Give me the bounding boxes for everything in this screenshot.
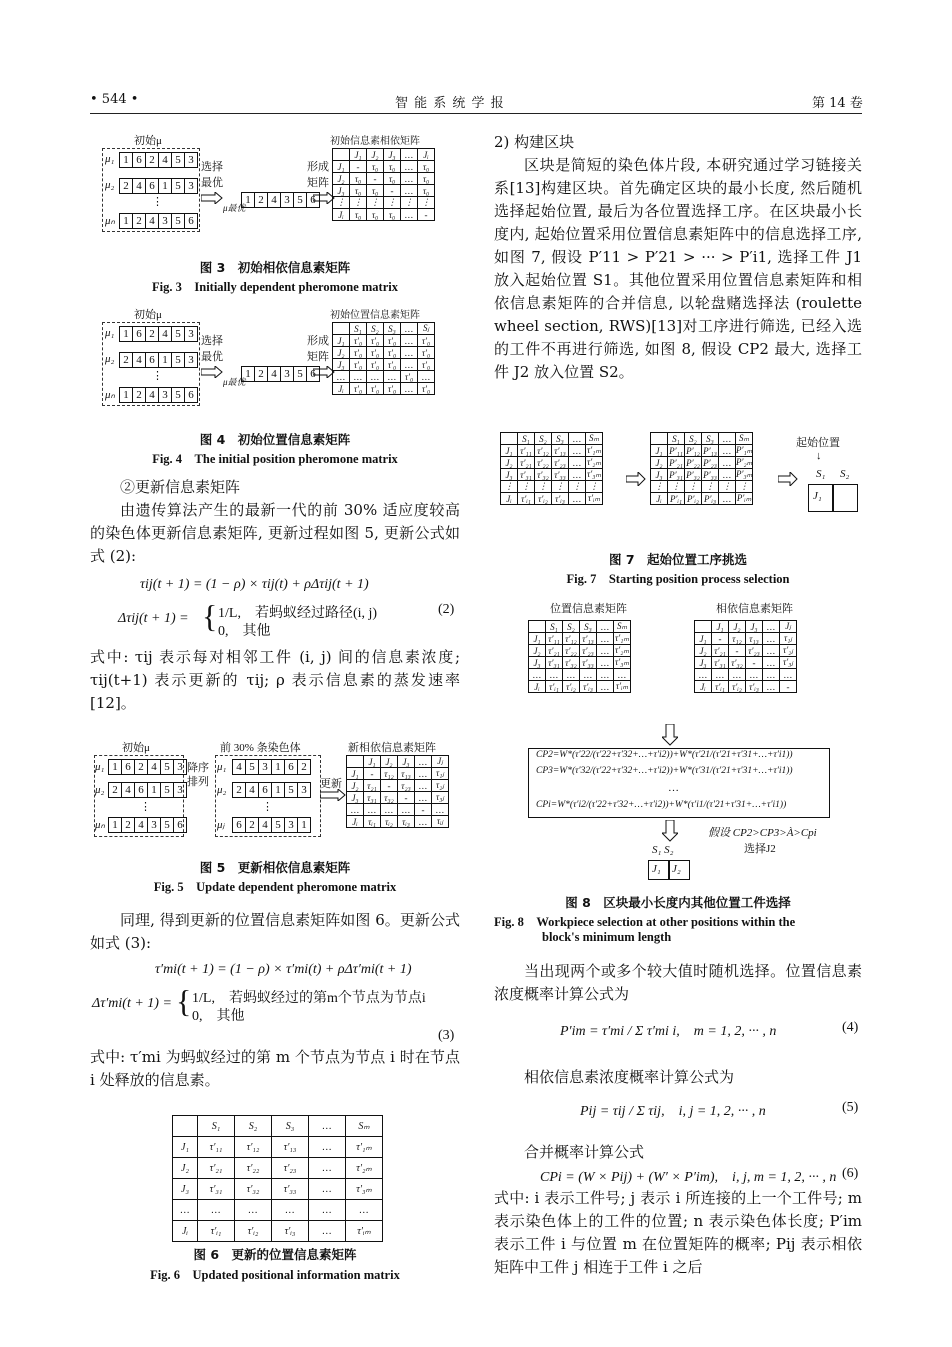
sequence-cell: 5 bbox=[294, 193, 307, 208]
header-rule bbox=[90, 113, 862, 114]
sequence-cell: 2 bbox=[122, 818, 135, 833]
fig6-caption-cn: 图 6 更新的位置信息素矩阵 bbox=[193, 1247, 357, 1262]
fig6-matrix: S₁ S₂ S₃ … Sₘ J₁ τ′₁₁ τ′₁₂ τ′₁₃ … τ′₁ₘ J₂ τ′₂₁ τ′₂₂ τ′₂₃ … τ′₂ₘ J₃ τ′₃₁ τ′₃₂ τ′₃₃ … τ′₃ₘ … … … … … … Jᵢ τ′ᵢ₁ τ′ᵢ₂ τ′ᵢ₃ … τ′ᵢₘ bbox=[172, 1115, 383, 1242]
eq3-number: (3) bbox=[438, 1028, 455, 1043]
sequence-cell: 3 bbox=[185, 353, 198, 368]
sequence-cell: 6 bbox=[259, 783, 272, 798]
eq3-line1: τ′mi(t + 1) = (1 − ρ) × τ′mi(t) + ρΔτ′mi(t + 1) bbox=[155, 962, 412, 977]
sequence-cell: 6 bbox=[185, 214, 198, 229]
sequence-cell: 3 bbox=[159, 388, 172, 403]
fig5-matrix: J₁ J₂ J₃ … Jⱼ J₁ - τ₁₂ τ₁₃ … τ₁ⱼ J₂ τ₂₁ - τ₂₃ … τ₂ⱼ J₃ τ₃₁ τ₃₂ - … τ₃ⱼ … … … … - … Jᵢ τᵢ₁ τᵢ₂ τᵢ₃ … τᵢⱼ bbox=[346, 755, 449, 828]
sequence-cell: 2 bbox=[135, 760, 148, 775]
arrow-icon bbox=[320, 789, 346, 801]
sequence-cell: 2 bbox=[146, 327, 159, 342]
fig3-init-mu-label: 初始μ bbox=[134, 135, 162, 147]
sequence-cell: 6 bbox=[307, 367, 320, 382]
sequence-cell: 5 bbox=[172, 153, 185, 168]
fig3: 初始μ 初始信息素相依矩阵 μ₁ μ₂ ⋮ μₙ 1 6 2 4 5 3 2 4 6 1 5 3 1 2 4 3 5 6 选择 最优 μ最优 1 2 4 3 5 6 形成 矩阵 J₁ J₂ J₃ … Jᵢ J₁ - τ₀ τ₀ … τ₀ J₂ τ₀ - τ₀ … τ₀ J₃ τ₀ τ₀ - … τ₀ ⋮ ⋮ ⋮ ⋮ ⋮ ⋮ Jᵢ τ₀ τ₀ τ₀ … - bbox=[100, 128, 460, 248]
fig4-seq-n bbox=[119, 387, 198, 403]
sequence-cell: 3 bbox=[298, 783, 311, 798]
sequence-cell: 2 bbox=[255, 367, 268, 382]
fig3-caption-en: Fig. 3 Initially dependent pheromone matrix bbox=[152, 280, 398, 294]
eq2-lhs: Δτij(t + 1) = bbox=[118, 611, 189, 626]
fig8: 位置信息素矩阵 相依信息素矩阵 S₁ S₂ S₃ … Sₘ J₁ τ′₁₁ τ′₁₂ τ′₁₃ … τ′₁ₘ J₂ τ′₂₁ τ′₂₂ τ′₂₃ … τ′₂ₘ J₃ τ′₃₁ τ′₃₂ τ′₃₃ … τ′₃ₘ … … … … … … Jᵢ τ′ᵢ₁ τ′ᵢ₂ τ′ᵢ₃ … τ′ᵢₘ J₁ J₂ J₃ … Jⱼ J₁ - τ₁₂ τ₁₃ … τ₁ⱼ J₂ τ′₂₁ - τ′₂₃ … τ′₂ⱼ J₃ τ′₃₁ τ′₃₂ - … τ′₃ⱼ … … … … … … Jᵢ τ′ᵢ₁ τ′ᵢ₂ τ′ᵢ₃ … - CP2=W*(τ′22/(τ′22+τ′32+…+τ′i2))+W*(τ′21/(τ′21+τ′31+…+τ′i1)) CP3=W*(τ′32/(τ′22+τ′32+…+τ′i2))+W*(τ′31/(τ′21+τ′31+…+τ′i1)) … CPi=W*(τ′i2/(τ′22+τ′32+…+τ′i2))+W*(τ′i1/(τ′21+τ′31+…+τ′i1)) 假设 CP2>CP3>À>Cpi 选择J2 S₁ S₂ J₁ J₂ bbox=[498, 598, 862, 888]
fig7-matrix-a: S₁ S₂ S₃ … Sₘ J₁ τ′₁₁ τ′₁₂ τ′₁₃ … τ′₁ₘ J₂ τ′₂₁ τ′₂₂ τ′₂₃ … τ′₂ₘ J₃ τ′₃₁ τ′₃₂ τ′₃₃ … τ′₃ₘ ⋮ ⋮ ⋮ ⋮ ⋮ ⋮ Jᵢ τ′ᵢ₁ τ′ᵢ₂ τ′ᵢ₃ … τ′ᵢₘ bbox=[500, 432, 603, 505]
eq6: CPi = (W × Pij) + (W′ × P′im), i, j, m = 1, 2, ··· , n bbox=[540, 1170, 837, 1185]
sequence-cell: 2 bbox=[146, 153, 159, 168]
right-para5: 式中: i 表示工件号; j 表示 i 所连接的上一个工件号; m 表示染色体上的工件的位置; n 表示染色体长度; P′im 表示工件 i 与位置 m 在位置矩阵的概率; Pij 表示相依矩阵中工件 j 相连于工件 i 之后 bbox=[494, 1189, 862, 1276]
fig5-top-seq-2 bbox=[232, 782, 311, 798]
sequence-cell: 1 bbox=[242, 367, 255, 382]
eq2-case2: 0, 其他 bbox=[218, 624, 271, 639]
eq5-number: (5) bbox=[842, 1100, 859, 1115]
sequence-cell: 6 bbox=[185, 388, 198, 403]
eq3-case2: 0, 其他 bbox=[192, 1009, 245, 1024]
sequence-cell: 5 bbox=[172, 179, 185, 194]
eq4-number: (4) bbox=[842, 1020, 859, 1035]
fig3-seq-1 bbox=[119, 152, 198, 168]
sequence-cell: 3 bbox=[185, 179, 198, 194]
sequence-cell: 2 bbox=[233, 783, 246, 798]
fig3-matrix: J₁ J₂ J₃ … Jᵢ J₁ - τ₀ τ₀ … τ₀ J₂ τ₀ - τ₀ … τ₀ J₃ τ₀ τ₀ - … τ₀ ⋮ ⋮ ⋮ ⋮ ⋮ ⋮ Jᵢ τ₀ τ₀ τ₀ … - bbox=[332, 148, 435, 221]
sequence-cell: 3 bbox=[281, 367, 294, 382]
fig7-matrix-b: S₁ S₂ S₃ … Sₘ J₁ P′₁₁ P′₁₂ P′₁₃ … P′₁ₘ J₂ P′₂₁ P′₂₂ P′₂₃ … P′₂ₘ J₃ P′₃₁ P′₃₂ P′₃₃ … P′₃ₘ ⋮ ⋮ ⋮ ⋮ ⋮ ⋮ Jᵢ P′ᵢ₁ P′ᵢ₂ P′ᵢ₃ … P′ᵢₘ bbox=[650, 432, 753, 505]
sequence-cell: 4 bbox=[159, 153, 172, 168]
volume-label: 第 14 卷 bbox=[812, 96, 863, 111]
fig3-seq-best bbox=[241, 192, 320, 208]
fig7-caption-en: Fig. 7 Starting position process selection bbox=[566, 572, 790, 586]
sequence-cell: 4 bbox=[122, 783, 135, 798]
fig5-seq-2 bbox=[108, 782, 187, 798]
right-heading: 2) 构建区块 bbox=[494, 133, 575, 151]
sequence-cell: 6 bbox=[122, 760, 135, 775]
eq3-lhs: Δτ′mi(t + 1) = bbox=[92, 996, 172, 1011]
fig5-top-seq-1: 4 5 3 1 6 2 bbox=[232, 759, 311, 775]
journal-name: 智 能 系 统 学 报 bbox=[395, 96, 505, 111]
sequence-cell: 5 bbox=[172, 353, 185, 368]
sequence-cell: 3 bbox=[159, 214, 172, 229]
left-subheading: ②更新信息素矩阵 bbox=[120, 478, 241, 496]
sequence-cell: 3 bbox=[148, 818, 161, 833]
fig8-cp2: CP2=W*(τ′22/(τ′22+τ′32+…+τ′i2))+W*(τ′21/(τ′21+τ′31+…+τ′i1)) bbox=[536, 750, 793, 760]
sequence-cell: 4 bbox=[148, 760, 161, 775]
sequence-cell: 1 bbox=[120, 327, 133, 342]
fig8-cpi: CPi=W*(τ′i2/(τ′22+τ′32+…+τ′i2))+W*(τ′i1/(τ′21+τ′31+…+τ′i1)) bbox=[536, 800, 787, 810]
sequence-cell: 4 bbox=[159, 327, 172, 342]
eq6-number: (6) bbox=[842, 1166, 859, 1181]
arrow-down-icon bbox=[662, 724, 678, 746]
sequence-cell: 5 bbox=[161, 783, 174, 798]
sequence-cell: 3 bbox=[185, 153, 198, 168]
eq2-line1: τij(t + 1) = (1 − ρ) × τij(t) + ρΔτij(t + 1) bbox=[140, 577, 369, 592]
sequence-cell: 1 bbox=[120, 214, 133, 229]
sequence-cell: 1 bbox=[109, 818, 122, 833]
fig4: 初始μ 初始位置信息素矩阵 μ₁ μ₂ ⋮ μₙ 1 6 2 4 5 3 2 4 6 1 5 3 1 2 4 3 5 6 选择 最优 μ最优 1 2 4 3 5 6 形成 矩阵 S₁ S₂ S₃ … Sⱼ J₁ τ′₀ τ′₀ τ′₀ … τ′₀ J₂ τ′₀ τ′₀ τ′₀ … τ′₀ J₃ τ′₀ τ′₀ τ′₀ … τ′₀ … … … … τ′₀ … Jᵢ τ′₀ τ′₀ τ′₀ … τ′₀ bbox=[100, 302, 460, 422]
sequence-cell: 5 bbox=[285, 783, 298, 798]
eq2-case1: 1/L, 若蚂蚁经过路径(i, j) bbox=[218, 606, 378, 621]
fig3-seq-2 bbox=[119, 178, 198, 194]
right-para4: 合并概率计算公式 bbox=[524, 1143, 645, 1161]
sequence-cell: 4 bbox=[246, 783, 259, 798]
sequence-cell: 3 bbox=[174, 783, 187, 798]
fig5-top-seq-j: 6 2 4 5 3 1 bbox=[232, 817, 311, 833]
eq2-number: (2) bbox=[438, 602, 455, 617]
sequence-cell: 6 bbox=[133, 327, 146, 342]
sequence-cell: 4 bbox=[268, 367, 281, 382]
fig4-seq-best bbox=[241, 366, 320, 382]
fig8-caption-cn: 图 8 区块最小长度内其他位置工件选择 bbox=[565, 895, 791, 910]
sequence-cell: 2 bbox=[133, 214, 146, 229]
sequence-cell: 1 bbox=[109, 760, 122, 775]
fig8-pos-matrix: S₁ S₂ S₃ … Sₘ J₁ τ′₁₁ τ′₁₂ τ′₁₃ … τ′₁ₘ J₂ τ′₂₁ τ′₂₂ τ′₂₃ … τ′₂ₘ J₃ τ′₃₁ τ′₃₂ τ′₃₃ … τ′₃ₘ … … … … … … Jᵢ τ′ᵢ₁ τ′ᵢ₂ τ′ᵢ₃ … τ′ᵢₘ bbox=[528, 620, 631, 693]
fig7: S₁ S₂ S₃ … Sₘ J₁ τ′₁₁ τ′₁₂ τ′₁₃ … τ′₁ₘ J₂ τ′₂₁ τ′₂₂ τ′₂₃ … τ′₂ₘ J₃ τ′₃₁ τ′₃₂ τ′₃₃ … τ′₃ₘ ⋮ ⋮ ⋮ ⋮ ⋮ ⋮ Jᵢ τ′ᵢ₁ τ′ᵢ₂ τ′ᵢ₃ … τ′ᵢₘ S₁ S₂ S₃ … Sₘ J₁ P′₁₁ P′₁₂ P′₁₃ … P′₁ₘ J₂ P′₂₁ P′₂₂ P′₂₃ … P′₂ₘ J₃ P′₃₁ P′₃₂ P′₃₃ … P′₃ₘ ⋮ ⋮ ⋮ ⋮ ⋮ ⋮ Jᵢ P′ᵢ₁ P′ᵢ₂ P′ᵢ₃ … P′ᵢₘ 起始位置 ↓ S₁ S₂ J₁ bbox=[498, 432, 862, 542]
sequence-cell: 4 bbox=[133, 353, 146, 368]
fig4-caption-cn: 图 4 初始位置信息素矩阵 bbox=[199, 432, 351, 447]
sequence-cell: 3 bbox=[185, 327, 198, 342]
sequence-cell: 4 bbox=[268, 193, 281, 208]
sequence-cell: 4 bbox=[135, 818, 148, 833]
sequence-cell: 6 bbox=[174, 818, 187, 833]
sequence-cell: 6 bbox=[146, 179, 159, 194]
sequence-cell: 2 bbox=[255, 193, 268, 208]
sequence-cell: 6 bbox=[307, 193, 320, 208]
sequence-cell: 1 bbox=[120, 153, 133, 168]
fig3-caption-cn: 图 3 初始相依信息素矩阵 bbox=[199, 260, 351, 275]
sequence-cell: 1 bbox=[148, 783, 161, 798]
arrow-icon bbox=[778, 472, 798, 486]
sequence-cell: 1 bbox=[242, 193, 255, 208]
sequence-cell: 6 bbox=[135, 783, 148, 798]
fig7-caption-cn: 图 7 起始位置工序挑选 bbox=[608, 552, 748, 567]
fig5-caption-cn: 图 5 更新相依信息素矩阵 bbox=[199, 860, 351, 875]
fig3-matrix-label: 初始信息素相依矩阵 bbox=[330, 136, 420, 147]
sequence-cell: 5 bbox=[172, 214, 185, 229]
sequence-cell: 3 bbox=[281, 193, 294, 208]
right-para3: 相依信息素浓度概率计算公式为 bbox=[524, 1068, 735, 1086]
fig4-seq-1 bbox=[119, 326, 198, 342]
sequence-cell: 1 bbox=[120, 388, 133, 403]
arrow-down-icon bbox=[662, 820, 678, 842]
fig6-caption-en: Fig. 6 Updated positional information matrix bbox=[150, 1268, 400, 1282]
sequence-cell: 2 bbox=[133, 388, 146, 403]
fig5-caption-en: Fig. 5 Update dependent pheromone matrix bbox=[153, 880, 397, 894]
fig5: 初始μ 前 30% 条染色体 新相依信息素矩阵 μ₁ μ₂ ⋮ μₙ 1 6 2 4 5 3 2 4 6 1 5 3 1 2 4 3 5 6 降序 排列 μ₁ μ₂ ⋮ μⱼ 4 5 3 1 6 2 2 4 6 1 5 3 6 2 4 5 3 1 更新 J₁ J₂ J₃ … Jⱼ J₁ - τ₁₂ τ₁₃ … τ₁ⱼ J₂ τ₂₁ - τ₂₃ … τ₂ⱼ J₃ τ₃₁ τ₃₂ - … τ₃ⱼ … … … … - … Jᵢ τᵢ₁ τᵢ₂ τᵢ₃ … τᵢⱼ bbox=[92, 737, 462, 852]
fig8-dep-matrix: J₁ J₂ J₃ … Jⱼ J₁ - τ₁₂ τ₁₃ … τ₁ⱼ J₂ τ′₂₁ - τ′₂₃ … τ′₂ⱼ J₃ τ′₃₁ τ′₃₂ - … τ′₃ⱼ … … … … … … Jᵢ τ′ᵢ₁ τ′ᵢ₂ τ′ᵢ₃ … - bbox=[694, 620, 797, 693]
sequence-cell: 1 bbox=[272, 783, 285, 798]
right-para1: 区块是简短的染色体片段, 本研究通过学习链接关系[13]构建区块。首先确定区块的最小长度, 然后随机选择起始位置, 最后为各位置选择工序。在区块最小长度内, 起始位置采用位置信息素矩阵中的信息选择工序, 如图 7, 假设 P′11 > P′21 > ··· > P′i1, 选择工件 J1 放入起始位置 S1。其他位置采用位置信息素矩阵和相依信息素矩阵的合并信息, 以轮盘赌选择法 (roulette wheel section, RWS)[13]对工序进行筛选, 已经入选的工件不再进行筛选, 如图 8, 假设 CP2 最大, 选择工件 J2 放入位置 S2。 bbox=[494, 156, 862, 381]
arrow-icon bbox=[201, 366, 223, 378]
eq3-case1: 1/L, 若蚂蚁经过的第m个节点为节点i bbox=[192, 991, 426, 1006]
fig5-seq-n bbox=[108, 817, 187, 833]
sequence-cell: 6 bbox=[146, 353, 159, 368]
fig8-cp3: CP3=W*(τ′32/(τ′22+τ′32+…+τ′i2))+W*(τ′31/(τ′21+τ′31+…+τ′i1)) bbox=[536, 766, 793, 776]
sequence-cell: 1 bbox=[159, 353, 172, 368]
sequence-cell: 2 bbox=[109, 783, 122, 798]
sequence-cell: 4 bbox=[146, 388, 159, 403]
sequence-cell: 5 bbox=[172, 327, 185, 342]
sequence-cell: 2 bbox=[120, 179, 133, 194]
fig4-caption-en: Fig. 4 The initial position pheromone matrix bbox=[152, 452, 398, 466]
fig4-matrix: S₁ S₂ S₃ … Sⱼ J₁ τ′₀ τ′₀ τ′₀ … τ′₀ J₂ τ′₀ τ′₀ τ′₀ … τ′₀ J₃ τ′₀ τ′₀ τ′₀ … τ′₀ … … … … τ′₀ … Jᵢ τ′₀ τ′₀ τ′₀ … τ′₀ bbox=[332, 322, 435, 395]
sequence-cell: 5 bbox=[161, 818, 174, 833]
fig8-caption-en-1: Fig. 8 Workpiece selection at other positions within the bbox=[494, 915, 796, 929]
left-para2: 式中: τij 表示每对相邻工件 (i, j) 间的信息素浓度; τij(t+1) 表示更新的 τij; ρ 表示信息素的蒸发速率[12]。 bbox=[90, 648, 460, 712]
sequence-cell: 3 bbox=[174, 760, 187, 775]
sequence-cell: 4 bbox=[146, 214, 159, 229]
fig4-seq-2 bbox=[119, 352, 198, 368]
sequence-cell: 5 bbox=[161, 760, 174, 775]
left-para3: 同理, 得到更新的位置信息素矩阵如图 6。更新公式如式 (3): bbox=[90, 911, 460, 952]
sequence-cell: 6 bbox=[133, 153, 146, 168]
left-para4: 式中: τ′mi 为蚂蚁经过的第 m 个节点为节点 i 时在节点 i 处释放的信息素。 bbox=[90, 1048, 460, 1089]
sequence-cell: 4 bbox=[133, 179, 146, 194]
page-number: • 544 • bbox=[90, 92, 139, 107]
right-para2: 当出现两个或多个较大值时随机选择。位置信息素浓度概率计算公式为 bbox=[494, 962, 862, 1003]
eq4: P′im = τ′mi / Σ τ′mi i, m = 1, 2, ··· , n bbox=[560, 1024, 777, 1039]
fig5-seq-1 bbox=[108, 759, 187, 775]
sequence-cell: 5 bbox=[172, 388, 185, 403]
arrow-icon bbox=[626, 472, 646, 486]
fig3-seq-n bbox=[119, 213, 198, 229]
left-para1: 由遗传算法产生的最新一代的前 30% 适应度较高的染色体更新信息素矩阵, 更新过程如图 5, 更新公式如式 (2): bbox=[90, 501, 460, 565]
sequence-cell: 5 bbox=[294, 367, 307, 382]
eq5: Pij = τij / Σ τij, i, j = 1, 2, ··· , n bbox=[580, 1104, 766, 1119]
sequence-cell: 1 bbox=[159, 179, 172, 194]
arrow-icon bbox=[201, 192, 223, 204]
fig8-caption-en-2: block's minimum length bbox=[542, 930, 672, 944]
sequence-cell: 2 bbox=[120, 353, 133, 368]
